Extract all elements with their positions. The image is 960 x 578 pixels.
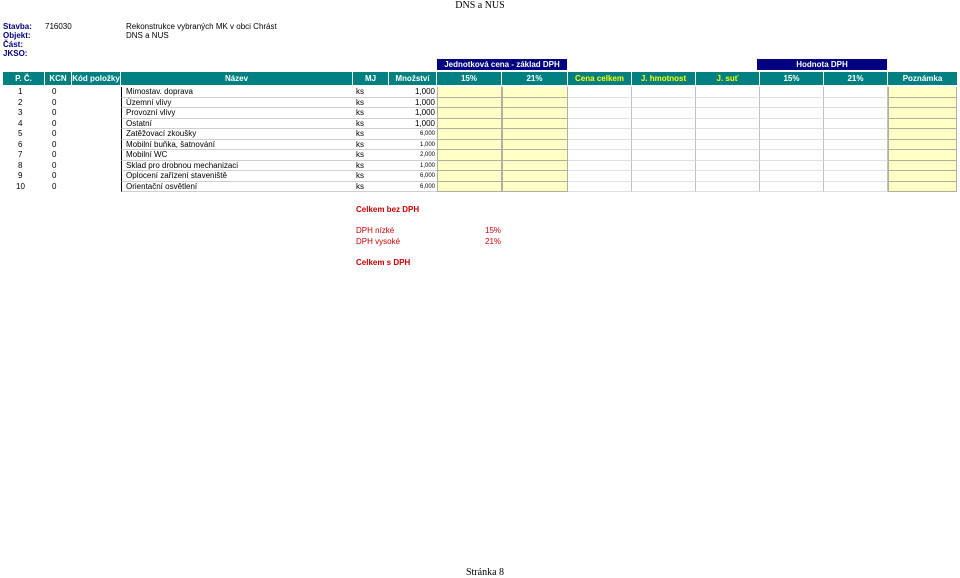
row-quantity: 6,000 xyxy=(389,129,437,140)
info-code: 716030 xyxy=(45,22,72,31)
table-row xyxy=(3,161,957,172)
table-row xyxy=(3,182,957,193)
col-header-kcn: KCN xyxy=(45,72,72,85)
input-cell-15[interactable] xyxy=(437,161,502,172)
row-unit: ks xyxy=(353,108,389,119)
cell-vat-15 xyxy=(760,98,824,109)
col-header-vat-15: 15% xyxy=(760,72,824,85)
input-cell-21[interactable] xyxy=(502,119,568,130)
info-label: Objekt: xyxy=(3,31,31,40)
cell-vat-15 xyxy=(760,161,824,172)
row-kcn: 0 xyxy=(52,118,57,128)
cell-debris xyxy=(696,150,760,161)
col-header-21: 21% xyxy=(502,72,568,85)
row-quantity: 1,000 xyxy=(389,140,437,151)
input-cell-note[interactable] xyxy=(888,98,957,109)
input-cell-21[interactable] xyxy=(502,161,568,172)
row-name: Oplocení zařízení staveniště xyxy=(121,171,353,182)
row-number: 2 xyxy=(18,97,23,107)
input-cell-15[interactable] xyxy=(437,87,502,98)
cell-vat-21 xyxy=(824,171,888,182)
row-quantity: 1,000 xyxy=(389,98,437,109)
vat-low-rate: 15% xyxy=(485,226,502,235)
row-unit: ks xyxy=(353,171,389,182)
col-header-cena-celkem: Cena celkem xyxy=(568,72,632,85)
row-number: 9 xyxy=(18,171,23,180)
input-cell-21[interactable] xyxy=(502,150,568,161)
row-kcn: 0 xyxy=(52,160,57,170)
cell-debris xyxy=(696,161,760,172)
input-cell-21[interactable] xyxy=(502,171,568,182)
cell-weight xyxy=(632,129,696,140)
row-number: 10 xyxy=(16,181,25,191)
info-value: Rekonstrukce vybraných MK v obci Chrást xyxy=(126,22,277,31)
table-row xyxy=(3,140,957,151)
input-cell-15[interactable] xyxy=(437,108,502,119)
row-kcn: 0 xyxy=(52,87,57,96)
page-footer: Stránka 8 xyxy=(465,567,505,578)
band-unit-price: Jednotková cena - základ DPH xyxy=(437,59,567,70)
table-row xyxy=(3,171,957,182)
row-kcn: 0 xyxy=(52,129,57,138)
row-quantity: 1,000 xyxy=(389,119,437,130)
cell-weight xyxy=(632,150,696,161)
row-quantity: 2,000 xyxy=(389,150,437,161)
row-kcn: 0 xyxy=(52,139,57,149)
table-header xyxy=(3,72,957,85)
row-name: Sklad pro drobnou mechanizaci xyxy=(121,161,353,172)
col-header-kod: Kód položky xyxy=(72,74,120,83)
cell-weight xyxy=(632,182,696,193)
row-name: Ostatní xyxy=(121,119,353,130)
input-cell-21[interactable] xyxy=(502,140,568,151)
cell-weight xyxy=(632,108,696,119)
row-quantity: 1,000 xyxy=(389,87,437,98)
row-unit: ks xyxy=(353,182,389,193)
input-cell-note[interactable] xyxy=(888,171,957,182)
cell-total xyxy=(568,119,632,130)
cell-debris xyxy=(696,129,760,140)
input-cell-note[interactable] xyxy=(888,150,957,161)
row-name: Mobilní WC xyxy=(121,150,353,161)
row-number: 3 xyxy=(18,108,23,117)
cell-debris xyxy=(696,171,760,182)
band-vat-value: Hodnota DPH xyxy=(757,59,887,70)
cell-weight xyxy=(632,119,696,130)
col-header-vat-21: 21% xyxy=(824,72,888,85)
cell-vat-15 xyxy=(760,108,824,119)
total-without-vat-label: Celkem bez DPH xyxy=(356,205,420,214)
row-kcn: 0 xyxy=(52,150,57,159)
input-cell-15[interactable] xyxy=(437,129,502,140)
row-quantity: 1,000 xyxy=(389,161,437,172)
col-header-sut: J. suť xyxy=(696,72,760,85)
cell-total xyxy=(568,150,632,161)
cell-vat-15 xyxy=(760,150,824,161)
row-number: 5 xyxy=(18,129,23,138)
cell-vat-21 xyxy=(824,129,888,140)
row-kcn: 0 xyxy=(52,171,57,180)
items-table xyxy=(3,87,957,192)
cell-weight xyxy=(632,140,696,151)
page-header: DNS a NUS xyxy=(455,0,505,11)
cell-total xyxy=(568,98,632,109)
cell-total xyxy=(568,171,632,182)
col-header-nazev: Název xyxy=(121,72,353,85)
cell-total xyxy=(568,129,632,140)
cell-vat-15 xyxy=(760,87,824,98)
input-cell-note[interactable] xyxy=(888,129,957,140)
table-row xyxy=(3,129,957,140)
cell-vat-21 xyxy=(824,140,888,151)
vat-low-label: DPH nízké xyxy=(356,226,395,235)
cell-vat-21 xyxy=(824,108,888,119)
cell-vat-21 xyxy=(824,182,888,193)
row-quantity: 6,000 xyxy=(389,171,437,182)
cell-weight xyxy=(632,161,696,172)
info-value: DNS a NUS xyxy=(126,31,169,40)
cell-debris xyxy=(696,140,760,151)
table-row xyxy=(3,150,957,161)
input-cell-21[interactable] xyxy=(502,87,568,98)
cell-vat-15 xyxy=(760,171,824,182)
info-label: JKSO: xyxy=(3,49,28,58)
cell-debris xyxy=(696,182,760,193)
vat-high-label: DPH vysoké xyxy=(356,237,401,246)
input-cell-note[interactable] xyxy=(888,87,957,98)
col-header-hmotnost: J. hmotnost xyxy=(632,72,696,85)
input-cell-note[interactable] xyxy=(888,182,957,193)
input-cell-15[interactable] xyxy=(437,171,502,182)
row-kcn: 0 xyxy=(52,97,57,107)
row-number: 1 xyxy=(18,87,23,96)
input-cell-15[interactable] xyxy=(437,140,502,151)
row-unit: ks xyxy=(353,119,389,130)
row-name: Orientační osvětlení xyxy=(121,182,353,193)
col-header-15: 15% xyxy=(437,72,502,85)
input-cell-21[interactable] xyxy=(502,129,568,140)
cell-vat-15 xyxy=(760,129,824,140)
table-row xyxy=(3,87,957,98)
vat-high-rate: 21% xyxy=(485,237,502,246)
cell-debris xyxy=(696,108,760,119)
row-number: 6 xyxy=(18,139,23,149)
cell-total xyxy=(568,182,632,193)
table-row xyxy=(3,119,957,130)
row-kcn: 0 xyxy=(52,181,57,191)
cell-weight xyxy=(632,98,696,109)
input-cell-15[interactable] xyxy=(437,182,502,193)
info-label: Stavba: xyxy=(3,22,32,31)
input-cell-21[interactable] xyxy=(502,108,568,119)
row-name: Mimostav. doprava xyxy=(121,87,353,98)
col-header-mnozstvi: Množství xyxy=(389,72,437,85)
table-row xyxy=(3,98,957,109)
col-header-pc: P. Č. xyxy=(3,72,45,85)
row-name: Provozní vlivy xyxy=(121,108,353,119)
cell-vat-15 xyxy=(760,182,824,193)
input-cell-note[interactable] xyxy=(888,108,957,119)
cell-debris xyxy=(696,87,760,98)
row-number: 7 xyxy=(18,150,23,159)
row-number: 4 xyxy=(18,118,23,128)
row-unit: ks xyxy=(353,129,389,140)
input-cell-21[interactable] xyxy=(502,182,568,193)
input-cell-15[interactable] xyxy=(437,119,502,130)
row-unit: ks xyxy=(353,161,389,172)
input-cell-note[interactable] xyxy=(888,119,957,130)
cell-vat-21 xyxy=(824,150,888,161)
row-quantity: 1,000 xyxy=(389,108,437,119)
cell-weight xyxy=(632,171,696,182)
row-number: 8 xyxy=(18,160,23,170)
row-unit: ks xyxy=(353,140,389,151)
cell-total xyxy=(568,87,632,98)
cell-total xyxy=(568,108,632,119)
cell-vat-15 xyxy=(760,140,824,151)
cell-vat-21 xyxy=(824,161,888,172)
cell-total xyxy=(568,140,632,151)
col-header-poznamka: Poznámka xyxy=(902,74,943,83)
input-cell-note[interactable] xyxy=(888,161,957,172)
cell-total xyxy=(568,161,632,172)
row-unit: ks xyxy=(353,150,389,161)
input-cell-note[interactable] xyxy=(888,140,957,151)
row-unit: ks xyxy=(353,87,389,98)
row-name: Mobilní buňka, šatnování xyxy=(121,140,353,151)
input-cell-15[interactable] xyxy=(437,150,502,161)
row-unit: ks xyxy=(353,98,389,109)
input-cell-21[interactable] xyxy=(502,98,568,109)
row-name: Zatěžovací zkoušky xyxy=(121,129,353,140)
cell-vat-21 xyxy=(824,119,888,130)
row-quantity: 6,000 xyxy=(389,182,437,193)
cell-debris xyxy=(696,98,760,109)
cell-weight xyxy=(632,87,696,98)
info-label: Část: xyxy=(3,40,24,49)
table-row xyxy=(3,108,957,119)
row-kcn: 0 xyxy=(52,108,57,117)
cell-vat-21 xyxy=(824,98,888,109)
cell-vat-15 xyxy=(760,119,824,130)
col-header-mj: MJ xyxy=(353,72,389,85)
input-cell-15[interactable] xyxy=(437,98,502,109)
cell-debris xyxy=(696,119,760,130)
row-name: Územní vlivy xyxy=(121,98,353,109)
cell-vat-21 xyxy=(824,87,888,98)
total-with-vat-label: Celkem s DPH xyxy=(356,258,411,267)
